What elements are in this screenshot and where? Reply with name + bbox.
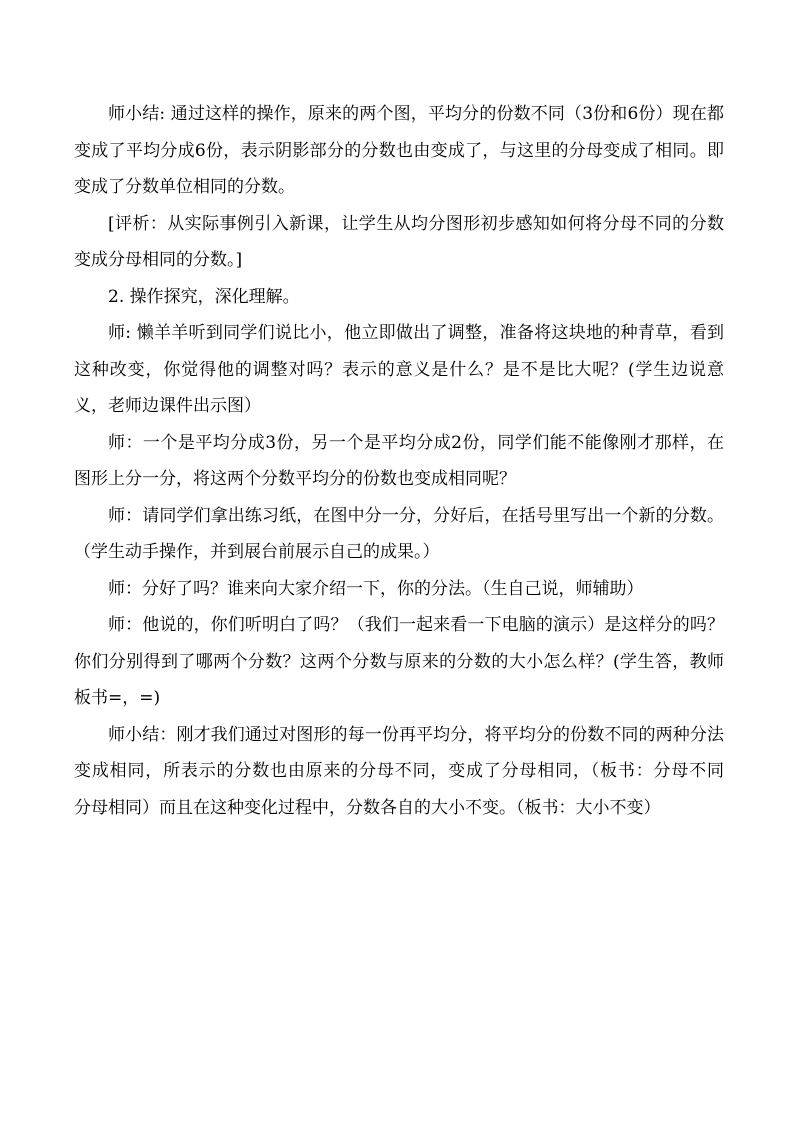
paragraph-commentary: [评析：从实际事例引入新课，让学生从均分图形初步感知如何将分母不同的分数变成分母相同的分数。] [74,213,724,270]
document-body [74,96,741,826]
paragraph-teacher-summary-1: 师小结: 通过这样的操作，原来的两个图，平均分的份数不同（3份和6份）现在都变成了平均分成6份，表示阴影部分的分数也由变成了，与这里的分母变成了相同。即变成了分数单位相同的分数。 [74,104,724,197]
paragraph-teacher-instruction: 师：请同学们拿出练习纸，在图中分一分，分好后，在括号里写出一个新的分数。（学生动手操作，并到展台前展示自己的成果。） [74,505,724,562]
paragraph-teacher-question-1: 师: 懒羊羊听到同学们说比小，他立即做出了调整，准备将这块地的种青草，看到这种改变，你觉得他的调整对吗？表示的意义是什么？是不是比大呢？(学生边说意义，老师边课件出示图） [74,323,724,416]
paragraph-teacher-question-4: 师：他说的，你们听明白了吗？（我们一起来看一下电脑的演示）是这样分的吗？你们分别得到了哪两个分数？这两个分数与原来的分数的大小怎么样？(学生答，教师板书=，=) [74,615,724,708]
paragraph-teacher-question-2: 师：一个是平均分成3份，另一个是平均分成2份，同学们能不能像刚才那样，在图形上分一分，将这两个分数平均分的份数也变成相同呢？ [74,432,724,489]
paragraph-teacher-summary-2: 师小结：刚才我们通过对图形的每一份再平均分，将平均分的份数不同的两种分法变成相同，所表示的分数也由原来的分母不同，变成了分母相同，（板书：分母不同 分母相同）而且在这种变化过程中，分数各自的大小不变。（板书：大小不变） [74,724,741,818]
paragraph-section-heading: 2. 操作探究，深化理解。 [108,286,300,307]
paragraph-teacher-question-3: 师：分好了吗？谁来向大家介绍一下，你的分法。（生自己说，师辅助） [108,578,644,599]
